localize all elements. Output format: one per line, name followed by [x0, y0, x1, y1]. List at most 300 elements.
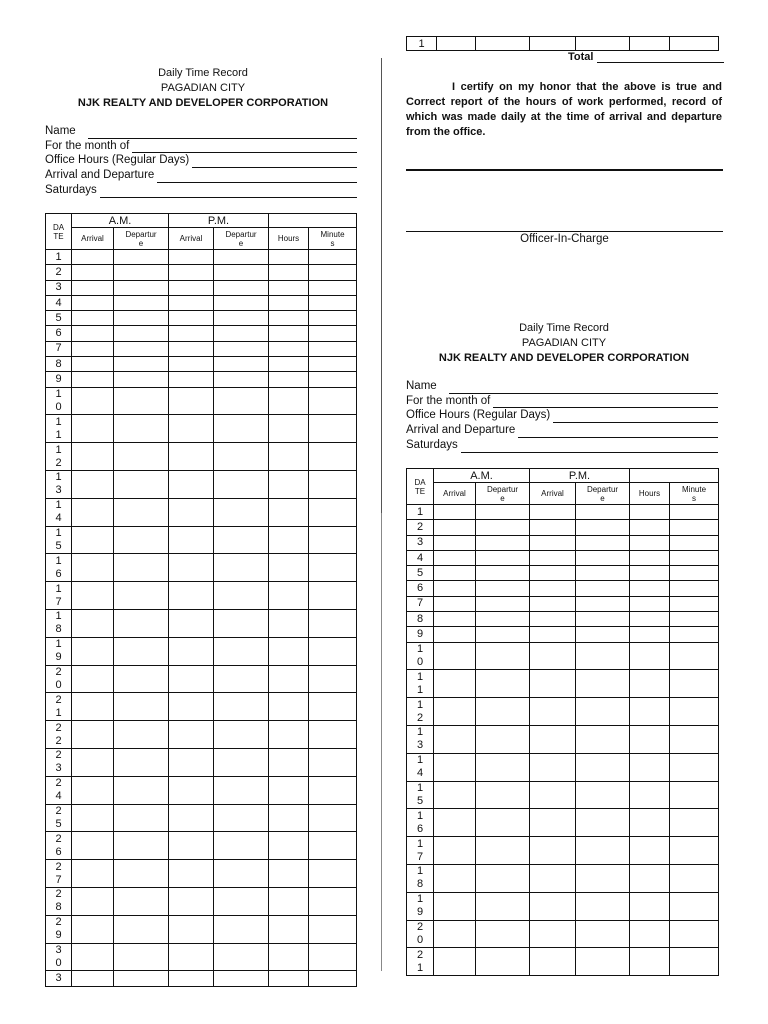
time-entry-cell[interactable] [269, 471, 309, 499]
time-entry-cell[interactable] [269, 915, 309, 943]
time-entry-cell[interactable] [530, 505, 576, 520]
time-entry-cell[interactable] [434, 892, 476, 920]
time-entry-cell[interactable] [169, 526, 214, 554]
time-entry-cell[interactable] [434, 865, 476, 893]
time-entry-cell[interactable] [169, 888, 214, 916]
time-entry-cell[interactable] [309, 526, 357, 554]
time-entry-cell[interactable] [114, 250, 169, 265]
time-entry-cell[interactable] [530, 612, 576, 627]
time-entry-cell[interactable] [269, 804, 309, 832]
time-entry-cell[interactable] [169, 295, 214, 310]
time-entry-cell[interactable] [214, 582, 269, 610]
time-entry-cell[interactable] [114, 776, 169, 804]
employee-signature-line[interactable] [406, 169, 723, 171]
time-entry-cell[interactable] [72, 387, 114, 415]
time-entry-cell[interactable] [670, 726, 719, 754]
time-entry-cell[interactable] [169, 637, 214, 665]
time-entry-cell[interactable] [670, 520, 719, 535]
time-entry-cell[interactable] [630, 837, 670, 865]
time-entry-cell[interactable] [670, 550, 719, 565]
time-entry-cell[interactable] [309, 415, 357, 443]
time-entry-cell[interactable] [169, 832, 214, 860]
time-entry-cell[interactable] [530, 581, 576, 596]
time-entry-cell[interactable] [114, 665, 169, 693]
time-entry-cell[interactable] [214, 776, 269, 804]
time-entry-cell[interactable] [214, 372, 269, 387]
time-entry-cell[interactable] [169, 265, 214, 280]
time-entry-cell[interactable] [72, 498, 114, 526]
time-entry-cell[interactable] [576, 865, 630, 893]
time-entry-cell[interactable] [309, 943, 357, 971]
time-entry-cell[interactable] [309, 443, 357, 471]
time-entry-cell[interactable] [269, 554, 309, 582]
time-entry-cell[interactable] [476, 892, 530, 920]
time-entry-cell[interactable] [309, 311, 357, 326]
time-entry-cell[interactable] [630, 596, 670, 611]
time-entry-cell[interactable] [309, 582, 357, 610]
time-entry-cell[interactable] [630, 520, 670, 535]
time-entry-cell[interactable] [576, 809, 630, 837]
time-entry-cell[interactable] [72, 372, 114, 387]
time-entry-cell[interactable] [630, 566, 670, 581]
time-entry-cell[interactable] [476, 670, 530, 698]
time-entry-cell[interactable] [309, 860, 357, 888]
time-entry-cell[interactable] [114, 311, 169, 326]
time-entry-cell[interactable] [630, 627, 670, 642]
time-entry-cell[interactable] [434, 753, 476, 781]
time-entry-cell[interactable] [114, 693, 169, 721]
total-blank[interactable] [597, 52, 724, 63]
time-entry-cell[interactable] [434, 670, 476, 698]
time-entry-cell[interactable] [214, 326, 269, 341]
time-entry-cell[interactable] [530, 781, 576, 809]
time-entry-cell[interactable] [434, 809, 476, 837]
time-entry-cell[interactable] [114, 443, 169, 471]
time-entry-cell[interactable] [169, 665, 214, 693]
saturdays-field[interactable] [406, 438, 718, 453]
time-entry-cell[interactable] [214, 387, 269, 415]
time-entry-cell[interactable] [114, 498, 169, 526]
time-entry-cell[interactable] [530, 753, 576, 781]
time-entry-cell[interactable] [670, 809, 719, 837]
time-entry-cell[interactable] [114, 357, 169, 372]
time-entry-cell[interactable] [309, 693, 357, 721]
time-entry-cell[interactable] [309, 776, 357, 804]
name-field[interactable] [406, 379, 718, 394]
office-hours-field[interactable] [406, 408, 718, 423]
time-entry-cell[interactable] [530, 948, 576, 976]
time-entry-cell[interactable] [309, 971, 357, 986]
time-entry-cell[interactable] [434, 581, 476, 596]
time-entry-cell[interactable] [72, 749, 114, 777]
time-entry-cell[interactable] [72, 311, 114, 326]
time-entry-cell[interactable] [476, 596, 530, 611]
time-entry-cell[interactable] [309, 295, 357, 310]
time-entry-cell[interactable] [72, 776, 114, 804]
time-entry-cell[interactable] [434, 698, 476, 726]
time-entry-cell[interactable] [169, 554, 214, 582]
time-entry-cell[interactable] [114, 341, 169, 356]
time-entry-cell[interactable] [434, 642, 476, 670]
time-entry-cell[interactable] [169, 280, 214, 295]
cell[interactable] [576, 37, 630, 51]
time-entry-cell[interactable] [670, 670, 719, 698]
time-entry-cell[interactable] [576, 948, 630, 976]
time-entry-cell[interactable] [169, 776, 214, 804]
time-entry-cell[interactable] [434, 627, 476, 642]
time-entry-cell[interactable] [169, 804, 214, 832]
time-entry-cell[interactable] [309, 471, 357, 499]
time-entry-cell[interactable] [630, 581, 670, 596]
time-entry-cell[interactable] [114, 471, 169, 499]
time-entry-cell[interactable] [576, 627, 630, 642]
time-entry-cell[interactable] [269, 341, 309, 356]
time-entry-cell[interactable] [269, 749, 309, 777]
time-entry-cell[interactable] [309, 387, 357, 415]
time-entry-cell[interactable] [114, 582, 169, 610]
time-entry-cell[interactable] [576, 520, 630, 535]
time-entry-cell[interactable] [72, 295, 114, 310]
time-entry-cell[interactable] [670, 535, 719, 550]
time-entry-cell[interactable] [630, 535, 670, 550]
name-field[interactable] [45, 124, 357, 139]
time-entry-cell[interactable] [530, 520, 576, 535]
time-entry-cell[interactable] [630, 642, 670, 670]
time-entry-cell[interactable] [576, 550, 630, 565]
time-entry-cell[interactable] [169, 250, 214, 265]
time-entry-cell[interactable] [269, 637, 309, 665]
cell[interactable] [476, 37, 530, 51]
time-entry-cell[interactable] [72, 693, 114, 721]
time-entry-cell[interactable] [214, 888, 269, 916]
time-entry-cell[interactable] [114, 295, 169, 310]
time-entry-cell[interactable] [114, 804, 169, 832]
time-entry-cell[interactable] [269, 693, 309, 721]
time-entry-cell[interactable] [114, 943, 169, 971]
time-entry-cell[interactable] [309, 357, 357, 372]
time-entry-cell[interactable] [214, 415, 269, 443]
time-entry-cell[interactable] [72, 832, 114, 860]
time-entry-cell[interactable] [476, 550, 530, 565]
time-entry-cell[interactable] [114, 749, 169, 777]
time-entry-cell[interactable] [309, 498, 357, 526]
time-entry-cell[interactable] [309, 721, 357, 749]
time-entry-cell[interactable] [630, 781, 670, 809]
time-entry-cell[interactable] [169, 943, 214, 971]
time-entry-cell[interactable] [72, 943, 114, 971]
time-entry-cell[interactable] [434, 920, 476, 948]
time-entry-cell[interactable] [269, 357, 309, 372]
time-entry-cell[interactable] [72, 971, 114, 986]
time-entry-cell[interactable] [214, 637, 269, 665]
time-entry-cell[interactable] [72, 915, 114, 943]
time-entry-cell[interactable] [114, 265, 169, 280]
time-entry-cell[interactable] [434, 612, 476, 627]
time-entry-cell[interactable] [309, 265, 357, 280]
time-entry-cell[interactable] [269, 326, 309, 341]
time-entry-cell[interactable] [630, 698, 670, 726]
time-entry-cell[interactable] [630, 809, 670, 837]
time-entry-cell[interactable] [476, 698, 530, 726]
time-entry-cell[interactable] [214, 721, 269, 749]
time-entry-cell[interactable] [114, 915, 169, 943]
time-entry-cell[interactable] [269, 526, 309, 554]
time-entry-cell[interactable] [114, 387, 169, 415]
time-entry-cell[interactable] [670, 920, 719, 948]
time-entry-cell[interactable] [214, 311, 269, 326]
time-entry-cell[interactable] [114, 971, 169, 986]
time-entry-cell[interactable] [169, 749, 214, 777]
time-entry-cell[interactable] [114, 610, 169, 638]
time-entry-cell[interactable] [309, 326, 357, 341]
time-entry-cell[interactable] [670, 505, 719, 520]
time-entry-cell[interactable] [269, 295, 309, 310]
time-entry-cell[interactable] [670, 642, 719, 670]
time-entry-cell[interactable] [576, 612, 630, 627]
time-entry-cell[interactable] [214, 610, 269, 638]
time-entry-cell[interactable] [434, 948, 476, 976]
time-entry-cell[interactable] [214, 295, 269, 310]
time-entry-cell[interactable] [576, 920, 630, 948]
time-entry-cell[interactable] [169, 311, 214, 326]
time-entry-cell[interactable] [72, 471, 114, 499]
time-entry-cell[interactable] [309, 915, 357, 943]
month-field[interactable] [45, 139, 357, 154]
time-entry-cell[interactable] [169, 693, 214, 721]
time-entry-cell[interactable] [72, 443, 114, 471]
time-entry-cell[interactable] [169, 387, 214, 415]
time-entry-cell[interactable] [309, 637, 357, 665]
time-entry-cell[interactable] [269, 582, 309, 610]
time-entry-cell[interactable] [214, 554, 269, 582]
time-entry-cell[interactable] [72, 665, 114, 693]
time-entry-cell[interactable] [670, 781, 719, 809]
time-entry-cell[interactable] [214, 443, 269, 471]
time-entry-cell[interactable] [630, 948, 670, 976]
time-entry-cell[interactable] [72, 415, 114, 443]
time-entry-cell[interactable] [72, 280, 114, 295]
time-entry-cell[interactable] [214, 971, 269, 986]
time-entry-cell[interactable] [169, 471, 214, 499]
time-entry-cell[interactable] [630, 505, 670, 520]
time-entry-cell[interactable] [476, 865, 530, 893]
time-entry-cell[interactable] [114, 526, 169, 554]
time-entry-cell[interactable] [309, 341, 357, 356]
time-entry-cell[interactable] [630, 670, 670, 698]
cell[interactable] [530, 37, 576, 51]
time-entry-cell[interactable] [269, 265, 309, 280]
time-entry-cell[interactable] [214, 250, 269, 265]
time-entry-cell[interactable] [169, 326, 214, 341]
officer-signature-line[interactable] [406, 231, 723, 232]
time-entry-cell[interactable] [530, 550, 576, 565]
time-entry-cell[interactable] [214, 498, 269, 526]
time-entry-cell[interactable] [269, 971, 309, 986]
time-entry-cell[interactable] [670, 865, 719, 893]
time-entry-cell[interactable] [72, 860, 114, 888]
time-entry-cell[interactable] [434, 781, 476, 809]
time-entry-cell[interactable] [670, 581, 719, 596]
month-field[interactable] [406, 394, 718, 409]
time-entry-cell[interactable] [434, 566, 476, 581]
time-entry-cell[interactable] [476, 642, 530, 670]
time-entry-cell[interactable] [630, 865, 670, 893]
time-entry-cell[interactable] [72, 610, 114, 638]
time-entry-cell[interactable] [630, 612, 670, 627]
time-entry-cell[interactable] [576, 753, 630, 781]
time-entry-cell[interactable] [214, 665, 269, 693]
time-entry-cell[interactable] [269, 665, 309, 693]
time-entry-cell[interactable] [576, 670, 630, 698]
time-entry-cell[interactable] [576, 781, 630, 809]
time-entry-cell[interactable] [530, 892, 576, 920]
time-entry-cell[interactable] [630, 726, 670, 754]
time-entry-cell[interactable] [72, 326, 114, 341]
time-entry-cell[interactable] [309, 804, 357, 832]
time-entry-cell[interactable] [269, 943, 309, 971]
time-entry-cell[interactable] [269, 610, 309, 638]
time-entry-cell[interactable] [72, 357, 114, 372]
time-entry-cell[interactable] [576, 642, 630, 670]
time-entry-cell[interactable] [169, 721, 214, 749]
time-entry-cell[interactable] [214, 860, 269, 888]
time-entry-cell[interactable] [72, 582, 114, 610]
time-entry-cell[interactable] [214, 943, 269, 971]
time-entry-cell[interactable] [72, 265, 114, 280]
time-entry-cell[interactable] [576, 892, 630, 920]
cell[interactable] [670, 37, 719, 51]
time-entry-cell[interactable] [269, 860, 309, 888]
time-entry-cell[interactable] [114, 832, 169, 860]
time-entry-cell[interactable] [670, 892, 719, 920]
time-entry-cell[interactable] [269, 498, 309, 526]
time-entry-cell[interactable] [72, 250, 114, 265]
time-entry-cell[interactable] [530, 809, 576, 837]
time-entry-cell[interactable] [214, 693, 269, 721]
time-entry-cell[interactable] [114, 637, 169, 665]
saturdays-field[interactable] [45, 183, 357, 198]
time-entry-cell[interactable] [434, 837, 476, 865]
time-entry-cell[interactable] [530, 726, 576, 754]
time-entry-cell[interactable] [114, 415, 169, 443]
time-entry-cell[interactable] [269, 372, 309, 387]
time-entry-cell[interactable] [476, 948, 530, 976]
time-entry-cell[interactable] [72, 804, 114, 832]
time-entry-cell[interactable] [114, 860, 169, 888]
time-entry-cell[interactable] [530, 642, 576, 670]
time-entry-cell[interactable] [114, 888, 169, 916]
time-entry-cell[interactable] [434, 520, 476, 535]
time-entry-cell[interactable] [169, 498, 214, 526]
time-entry-cell[interactable] [476, 809, 530, 837]
time-entry-cell[interactable] [576, 596, 630, 611]
time-entry-cell[interactable] [309, 888, 357, 916]
time-entry-cell[interactable] [269, 250, 309, 265]
time-entry-cell[interactable] [476, 837, 530, 865]
time-entry-cell[interactable] [476, 535, 530, 550]
time-entry-cell[interactable] [670, 698, 719, 726]
time-entry-cell[interactable] [309, 250, 357, 265]
time-entry-cell[interactable] [576, 726, 630, 754]
arrival-departure-field[interactable] [406, 423, 718, 438]
time-entry-cell[interactable] [576, 566, 630, 581]
time-entry-cell[interactable] [576, 581, 630, 596]
time-entry-cell[interactable] [214, 915, 269, 943]
time-entry-cell[interactable] [309, 749, 357, 777]
time-entry-cell[interactable] [214, 526, 269, 554]
time-entry-cell[interactable] [169, 860, 214, 888]
time-entry-cell[interactable] [476, 566, 530, 581]
time-entry-cell[interactable] [530, 596, 576, 611]
time-entry-cell[interactable] [269, 832, 309, 860]
time-entry-cell[interactable] [214, 280, 269, 295]
time-entry-cell[interactable] [670, 753, 719, 781]
time-entry-cell[interactable] [169, 915, 214, 943]
time-entry-cell[interactable] [309, 610, 357, 638]
time-entry-cell[interactable] [670, 627, 719, 642]
time-entry-cell[interactable] [169, 341, 214, 356]
time-entry-cell[interactable] [114, 372, 169, 387]
time-entry-cell[interactable] [269, 721, 309, 749]
time-entry-cell[interactable] [476, 612, 530, 627]
time-entry-cell[interactable] [476, 920, 530, 948]
time-entry-cell[interactable] [169, 357, 214, 372]
time-entry-cell[interactable] [269, 443, 309, 471]
time-entry-cell[interactable] [269, 280, 309, 295]
time-entry-cell[interactable] [214, 357, 269, 372]
time-entry-cell[interactable] [214, 749, 269, 777]
time-entry-cell[interactable] [670, 837, 719, 865]
time-entry-cell[interactable] [169, 415, 214, 443]
cell[interactable] [630, 37, 670, 51]
time-entry-cell[interactable] [72, 637, 114, 665]
time-entry-cell[interactable] [434, 535, 476, 550]
time-entry-cell[interactable] [169, 372, 214, 387]
time-entry-cell[interactable] [72, 888, 114, 916]
time-entry-cell[interactable] [214, 832, 269, 860]
time-entry-cell[interactable] [72, 554, 114, 582]
time-entry-cell[interactable] [576, 535, 630, 550]
time-entry-cell[interactable] [309, 832, 357, 860]
time-entry-cell[interactable] [670, 596, 719, 611]
office-hours-field[interactable] [45, 153, 357, 168]
time-entry-cell[interactable] [72, 341, 114, 356]
time-entry-cell[interactable] [630, 892, 670, 920]
time-entry-cell[interactable] [530, 670, 576, 698]
time-entry-cell[interactable] [530, 698, 576, 726]
time-entry-cell[interactable] [630, 550, 670, 565]
time-entry-cell[interactable] [670, 612, 719, 627]
time-entry-cell[interactable] [214, 341, 269, 356]
time-entry-cell[interactable] [309, 554, 357, 582]
time-entry-cell[interactable] [630, 753, 670, 781]
cell[interactable] [437, 37, 476, 51]
time-entry-cell[interactable] [169, 971, 214, 986]
time-entry-cell[interactable] [476, 726, 530, 754]
time-entry-cell[interactable] [114, 721, 169, 749]
time-entry-cell[interactable] [576, 837, 630, 865]
time-entry-cell[interactable] [269, 776, 309, 804]
time-entry-cell[interactable] [309, 665, 357, 693]
time-entry-cell[interactable] [269, 415, 309, 443]
time-entry-cell[interactable] [114, 280, 169, 295]
time-entry-cell[interactable] [72, 721, 114, 749]
time-entry-cell[interactable] [530, 566, 576, 581]
time-entry-cell[interactable] [269, 888, 309, 916]
time-entry-cell[interactable] [309, 280, 357, 295]
time-entry-cell[interactable] [434, 596, 476, 611]
time-entry-cell[interactable] [476, 581, 530, 596]
